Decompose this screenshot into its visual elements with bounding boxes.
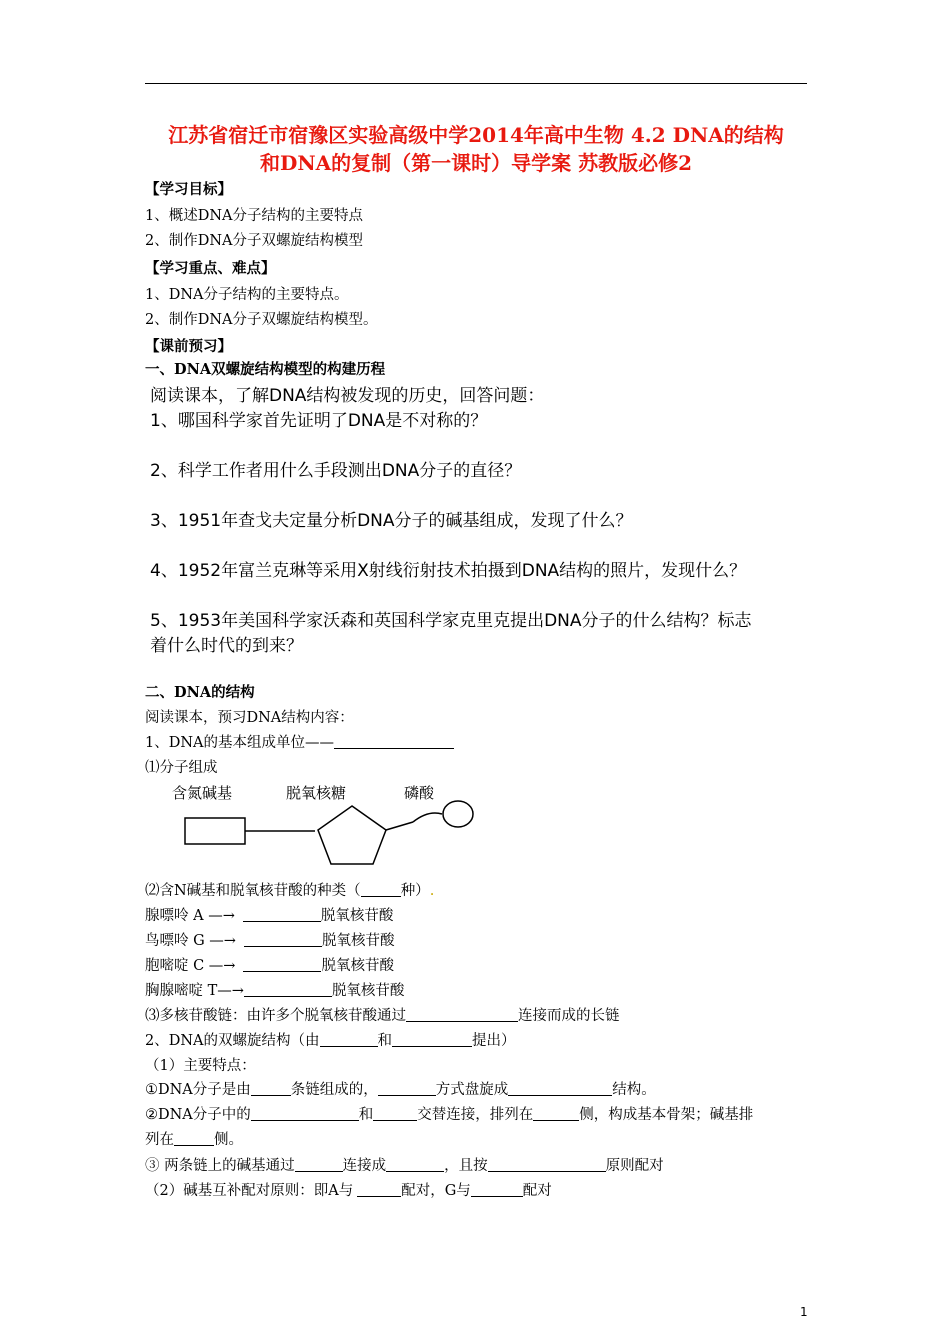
objective-item: 2、制作DNA分子双螺旋结构模型: [145, 233, 364, 249]
blank: [251, 1106, 359, 1122]
kinds-line: ⑵含N碱基和脱氧核苷酸的种类（ 种）.: [145, 883, 435, 899]
objective-item: 1、概述DNA分子结构的主要特点: [145, 208, 364, 224]
nucleotide-row: 胸腺嘧啶 T—→ 脱氧核苷酸: [145, 983, 405, 999]
label-phosphate: 磷酸: [404, 784, 435, 802]
header-rule: [145, 83, 807, 84]
composition-line: ⑴分子组成: [145, 760, 218, 776]
blank: [320, 1032, 378, 1048]
sugar-pentagon: [318, 806, 386, 864]
feature-2-cont: 列在 侧。: [145, 1132, 243, 1148]
blank: [378, 1081, 436, 1097]
label-base: 含氮碱基: [172, 784, 233, 802]
nucleotide-diagram: [180, 798, 490, 870]
blank: [334, 734, 454, 750]
unit-line: 1、DNA的基本组成单位——: [145, 733, 454, 753]
bond-line: [413, 813, 442, 822]
blank: [244, 982, 332, 998]
doc-title-line1: 江苏省宿迁市宿豫区实验高级中学2014年高中生物 4.2 DNA的结构: [168, 123, 784, 147]
blank: [357, 1182, 401, 1198]
feature-1: ①DNA分子是由 条链组成的， 方式盘旋成 结构。: [145, 1082, 656, 1098]
section2-intro: 阅读课本，预习DNA结构内容：: [145, 710, 354, 726]
feature-3: ③ 两条链上的碱基通过 连接成 ，且按 原则配对: [145, 1158, 664, 1174]
helix-line: 2、DNA的双螺旋结构（由 和 提出）: [145, 1033, 516, 1049]
phosphate-circle: [443, 801, 473, 827]
blank: [392, 1032, 472, 1048]
blank: [533, 1106, 579, 1122]
nucleotide-row: 鸟嘌呤 G —→ 脱氧核苷酸: [145, 933, 395, 949]
question-4: 4、1952年富兰克琳等采用X射线衍射技术拍摄到DNA结构的照片，发现什么？: [150, 561, 747, 581]
label-sugar: 脱氧核糖: [286, 784, 347, 802]
pairing-rule: （2）碱基互补配对原则：即A与 配对，G与 配对: [145, 1183, 552, 1199]
question-1: 1、哪国科学家首先证明了DNA是不对称的？: [150, 411, 488, 431]
blank: [471, 1182, 523, 1198]
blank: [243, 957, 321, 973]
page-number: 1: [800, 1305, 808, 1319]
objectives-heading: 【学习目标】: [145, 181, 232, 198]
base-rectangle: [185, 818, 245, 844]
blank: [251, 1081, 291, 1097]
question-2: 2、科学工作者用什么手段测出DNA分子的直径？: [150, 461, 522, 481]
blank: [295, 1157, 343, 1173]
blank: [386, 1157, 444, 1173]
blank: [243, 907, 321, 923]
question-3: 3、1951年查戈夫定量分析DNA分子的碱基组成，发现了什么？: [150, 511, 633, 531]
blank: [373, 1106, 417, 1122]
question-5: 5、1953年美国科学家沃森和英国科学家克里克提出DNA分子的什么结构？标志: [150, 611, 752, 631]
blank: [406, 1007, 518, 1023]
section2-title: 二、DNA的结构: [145, 684, 255, 701]
blank: [508, 1081, 612, 1097]
blank: [174, 1131, 214, 1147]
feature-2: ②DNA分子中的 和 交替连接，排列在 侧，构成基本骨架；碱基排: [145, 1107, 754, 1123]
preview-heading: 【课前预习】: [145, 338, 232, 355]
question-5-cont: 着什么时代的到来？: [150, 636, 303, 656]
nucleotide-row: 胞嘧啶 C —→ 脱氧核苷酸: [145, 958, 394, 974]
blank: [488, 1157, 606, 1173]
blank: [244, 932, 322, 948]
chain-line: ⑶多核苷酸链：由许多个脱氧核苷酸通过 连接而成的长链: [145, 1008, 620, 1024]
blank: [361, 882, 401, 898]
bond-line: [386, 822, 413, 830]
key-point-item: 1、DNA分子结构的主要特点。: [145, 287, 349, 303]
nucleotide-row: 腺嘌呤 A —→ 脱氧核苷酸: [145, 908, 394, 924]
key-points-heading: 【学习重点、难点】: [145, 260, 276, 277]
key-point-item: 2、制作DNA分子双螺旋结构模型。: [145, 312, 378, 328]
doc-title-line2: 和DNA的复制（第一课时）导学案 苏教版必修2: [259, 151, 693, 175]
features-title: （1）主要特点：: [145, 1058, 256, 1074]
preview-intro: 阅读课本，了解DNA结构被发现的历史，回答问题：: [150, 386, 545, 406]
section1-title: 一、DNA双螺旋结构模型的构建历程: [145, 361, 386, 378]
